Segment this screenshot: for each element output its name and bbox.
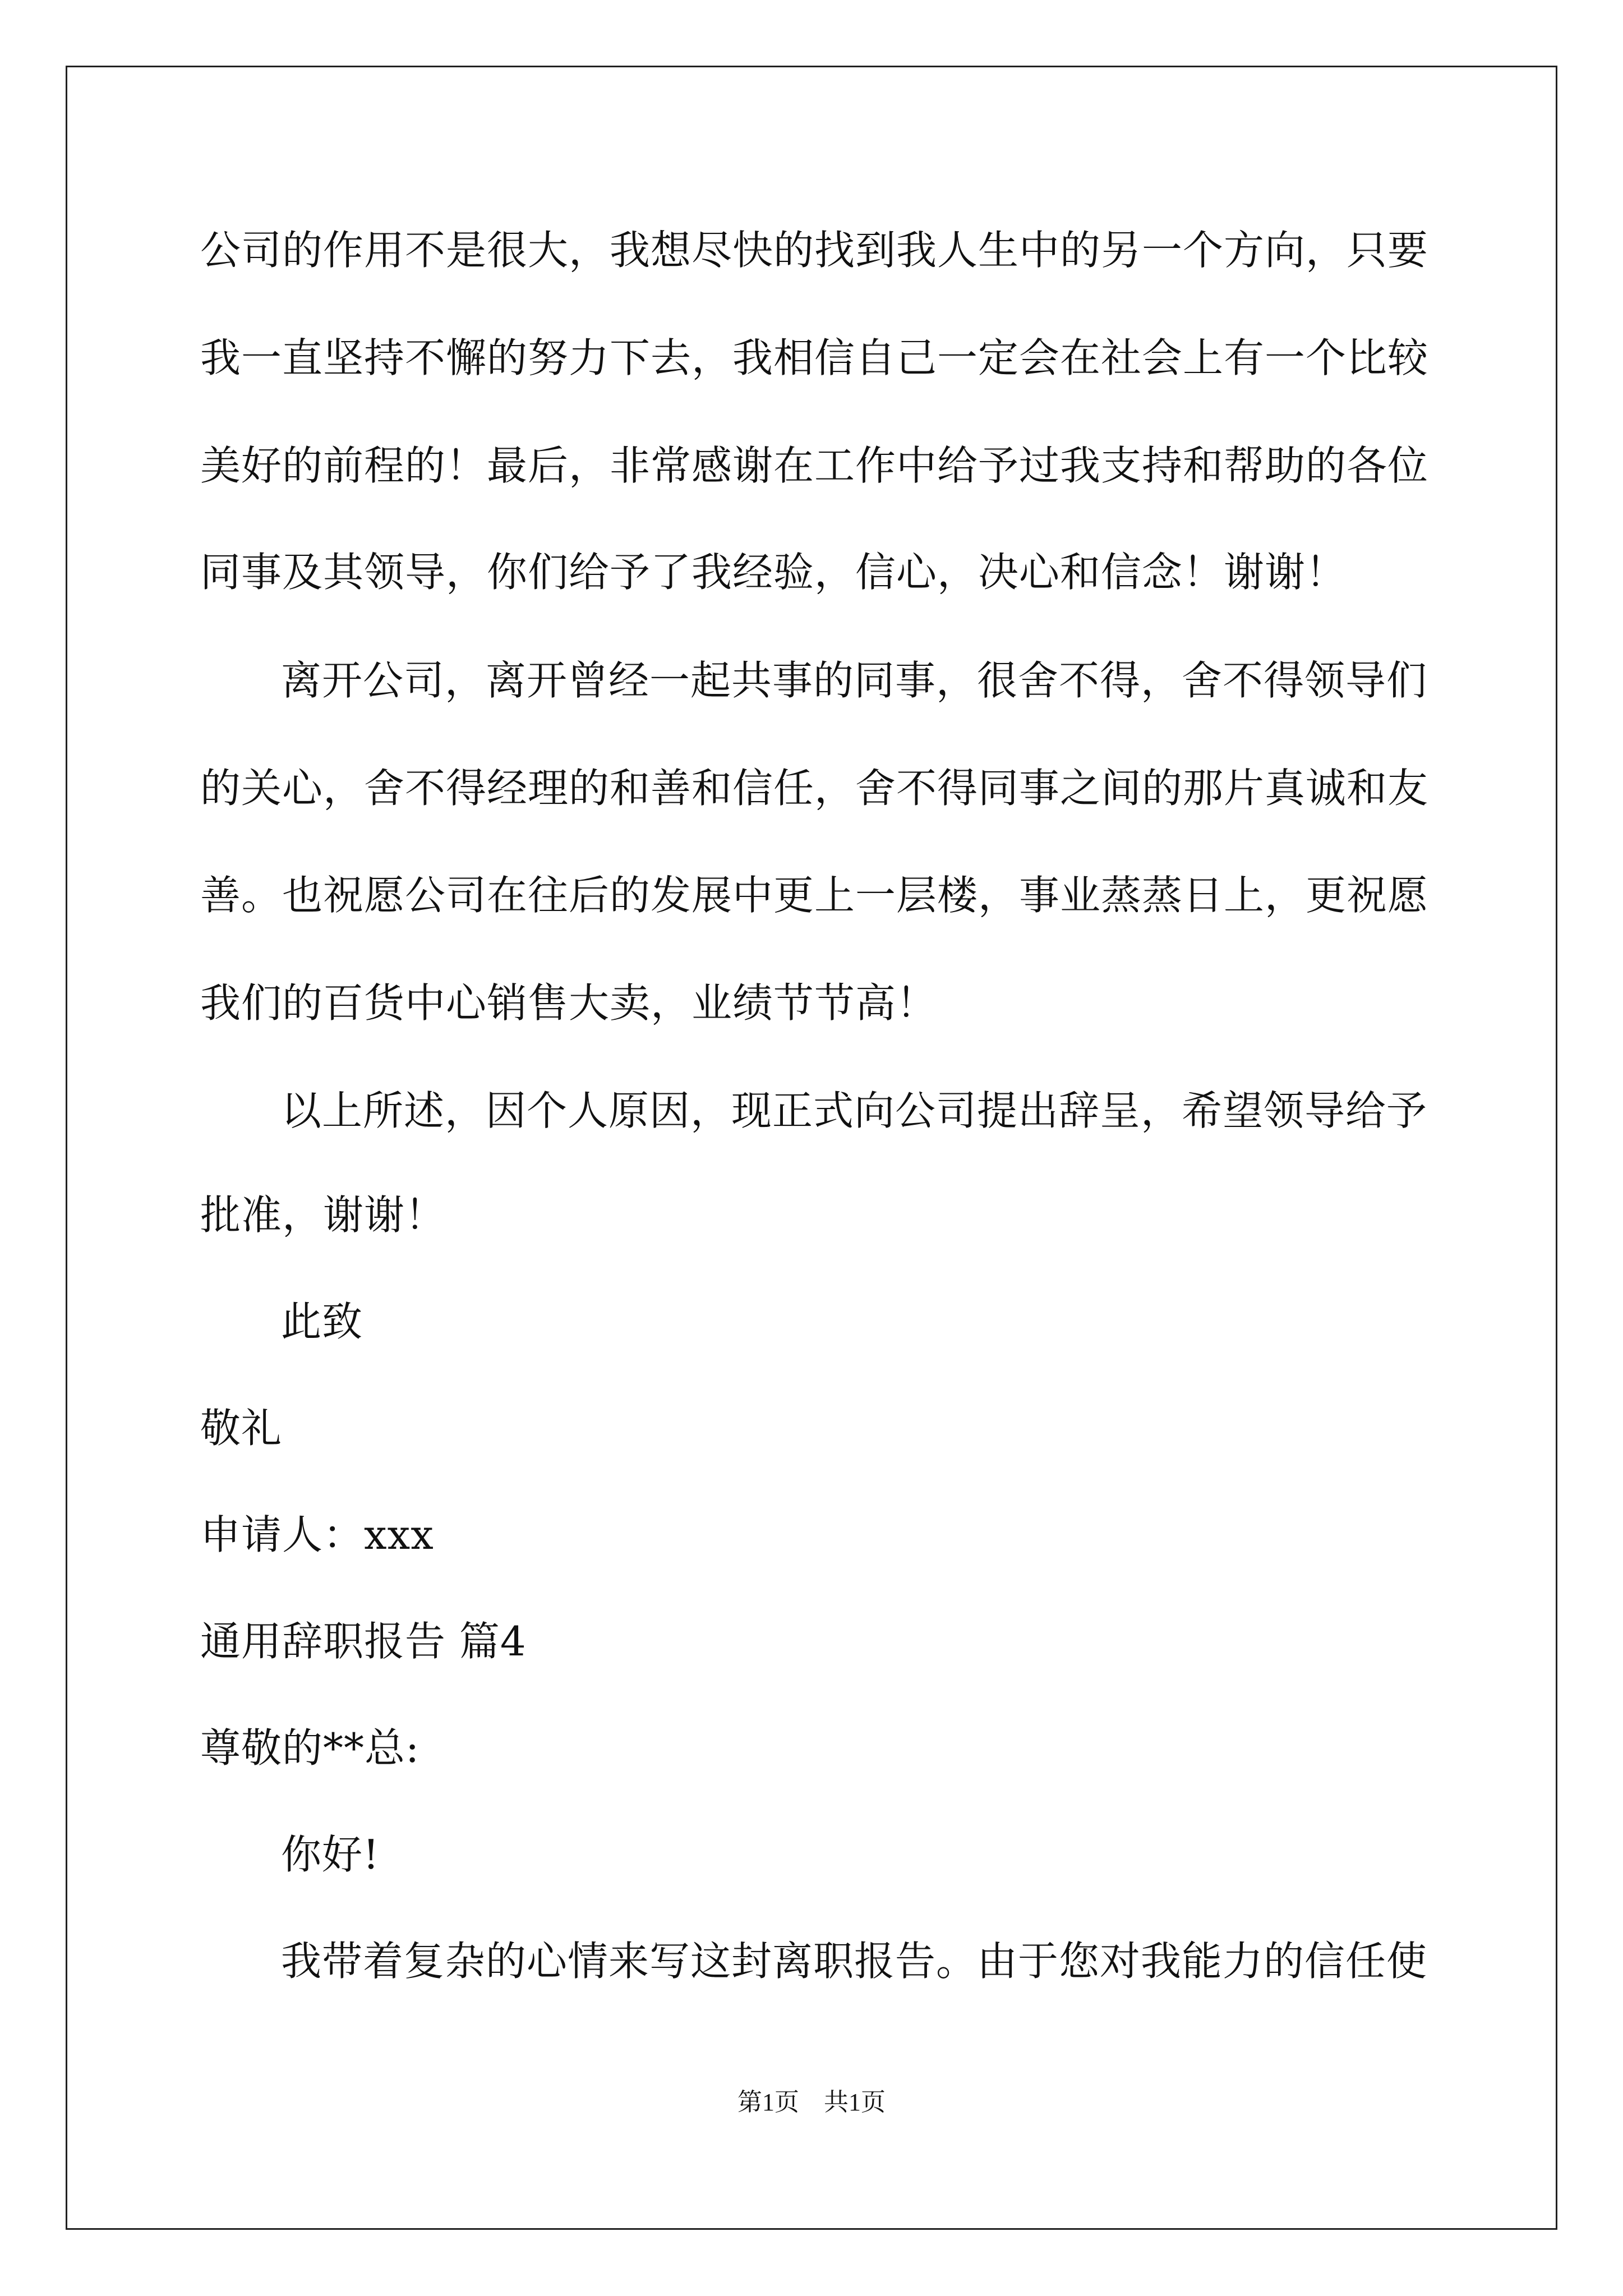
paragraph-line: 离开公司，离开曾经一起共事的同事，很舍不得，舍不得领导们 bbox=[281, 657, 1428, 704]
paragraph-line: 同事及其领导，你们给予了我经验，信心，决心和信念！谢谢！ bbox=[200, 549, 1347, 596]
addressee-line: 尊敬的**总: bbox=[200, 1724, 420, 1772]
page-border bbox=[66, 66, 1557, 2230]
paragraph-line: 美好的前程的！最后，非常感谢在工作中给予过我支持和帮助的各位 bbox=[200, 442, 1429, 489]
paragraph-line: 以上所述，因个人原因，现正式向公司提出辞呈，希望领导给予 bbox=[281, 1087, 1428, 1134]
paragraph-line: 善。也祝愿公司在往后的发展中更上一层楼，事业蒸蒸日上，更祝愿 bbox=[200, 872, 1429, 919]
paragraph-line: 的关心，舍不得经理的和善和信任，舍不得同事之间的那片真诚和友 bbox=[200, 765, 1429, 812]
paragraph-line: 我们的百货中心销售大卖，业绩节节高！ bbox=[200, 979, 938, 1027]
salutation-regards: 敬礼 bbox=[200, 1405, 283, 1452]
paragraph-line: 我带着复杂的心情来写这封离职报告。由于您对我能力的信任使 bbox=[281, 1938, 1428, 1985]
applicant-line: 申请人：xxx bbox=[200, 1511, 434, 1558]
salutation-closing: 此致 bbox=[281, 1298, 363, 1345]
paragraph-line: 我一直坚持不懈的努力下去，我相信自己一定会在社会上有一个比较 bbox=[200, 334, 1429, 381]
paragraph-line: 批准，谢谢！ bbox=[200, 1191, 446, 1239]
greeting-line: 你好! bbox=[281, 1831, 380, 1878]
paragraph-line: 公司的作用不是很大，我想尽快的找到我人生中的另一个方向，只要 bbox=[200, 227, 1429, 274]
page-number-footer: 第1页 共1页 bbox=[737, 2088, 886, 2116]
section-heading: 通用辞职报告 篇4 bbox=[200, 1618, 527, 1665]
